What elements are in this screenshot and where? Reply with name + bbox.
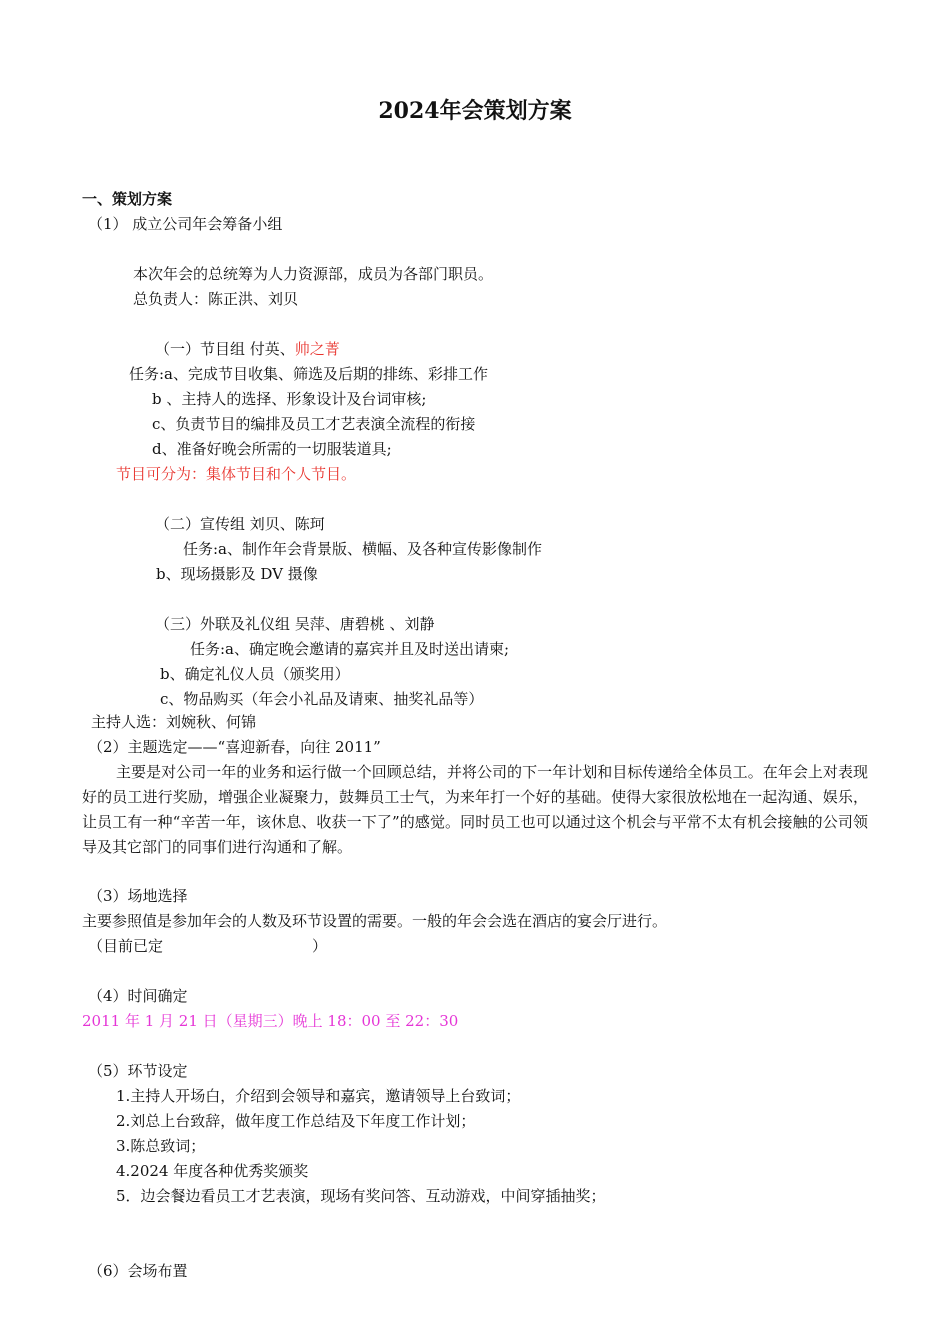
group2-task-a: 任务:a、制作年会背景版、横幅、及各种宣传影像制作 bbox=[183, 540, 542, 558]
item4-heading: （4）时间确定 bbox=[88, 987, 188, 1005]
item1-intro: 本次年会的总统筹为人力资源部，成员为各部门职员。 bbox=[133, 265, 494, 283]
item2-body: 主要是对公司一年的业务和运行做一个回顾总结，并将公司的下一年计划和目标传递给全体员工。在年会上对表现好的员工进行奖励，增强企业凝聚力，鼓舞员工士气，为来年打一个好的基础。使得大家很放松地在一起沟通、娱乐，让员工有一种“辛苦一年，该休息、收获一下了”的感觉。同时员工也可以通过这个机会与平常不太有机会接触的公司领导及其它部门的同事们进行沟通和了解。 bbox=[82, 763, 868, 856]
item5-step: 2.刘总上台致辞，做年度工作总结及下年度工作计划； bbox=[116, 1112, 476, 1130]
group1-name-text: （一）节目组 付英、 bbox=[155, 340, 295, 358]
item3-heading: （3）场地选择 bbox=[88, 887, 188, 905]
group3-task-a: 任务:a、确定晚会邀请的嘉宾并且及时送出请柬; bbox=[190, 640, 510, 658]
item3-body: 主要参照值是参加年会的人数及环节设置的需要。一般的年会会选在酒店的宴会厅进行。 bbox=[82, 912, 668, 930]
group1-task-d: d、准备好晚会所需的一切服装道具; bbox=[152, 440, 392, 458]
group3-task-b: b、确定礼仪人员（颁奖用） bbox=[160, 665, 350, 683]
document-title: 2024年会策划方案 bbox=[378, 98, 572, 124]
item4-time: 2011 年 1 月 21 日（星期三）晚上 18：00 至 22：30 bbox=[82, 1012, 459, 1030]
group3-task-c: c、物品购买（年会小礼品及请柬、抽奖礼品等） bbox=[160, 690, 484, 708]
group3-name: （三）外联及礼仪组 吴萍、唐碧桃 、刘静 bbox=[155, 615, 435, 633]
item3-note-open: （目前已定 bbox=[88, 937, 164, 955]
item5-heading: （5）环节设定 bbox=[88, 1062, 188, 1080]
item5-step: 5．边会餐边看员工才艺表演，现场有奖问答、互动游戏，中间穿插抽奖； bbox=[116, 1187, 606, 1205]
hosts-line: 主持人选：刘婉秋、何锦 bbox=[91, 713, 257, 731]
group1-task-b: b 、主持人的选择、形象设计及台词审核; bbox=[152, 390, 427, 408]
item2-heading: （2）主题选定——“喜迎新春，向往 2011” bbox=[88, 738, 381, 756]
item1-heading: （1） 成立公司年会筹备小组 bbox=[88, 215, 283, 233]
section-heading-plan: 一、策划方案 bbox=[82, 190, 173, 208]
group1-name bbox=[155, 339, 340, 359]
item5-step: 4.2024 年度各种优秀奖颁奖 bbox=[116, 1162, 309, 1180]
item3-note-close: ） bbox=[312, 937, 328, 955]
group1-note: 节目可分为：集体节目和个人节目。 bbox=[116, 465, 357, 483]
group1-task-c: c、负责节目的编排及员工才艺表演全流程的衔接 bbox=[152, 415, 476, 433]
group1-name-highlight: 帅之菁 bbox=[294, 340, 340, 358]
group2-task-b: b、现场摄影及 DV 摄像 bbox=[156, 565, 318, 583]
item5-step: 1.主持人开场白，介绍到会领导和嘉宾，邀请领导上台致词； bbox=[116, 1087, 521, 1105]
group2-name: （二）宣传组 刘贝、陈珂 bbox=[155, 515, 325, 533]
item1-leaders: 总负责人：陈正洪、刘贝 bbox=[133, 290, 299, 308]
item5-step: 3.陈总致词； bbox=[116, 1137, 206, 1155]
item6-heading: （6）会场布置 bbox=[88, 1262, 188, 1280]
group1-task-a: 任务:a、完成节目收集、筛选及后期的排练、彩排工作 bbox=[129, 365, 488, 383]
